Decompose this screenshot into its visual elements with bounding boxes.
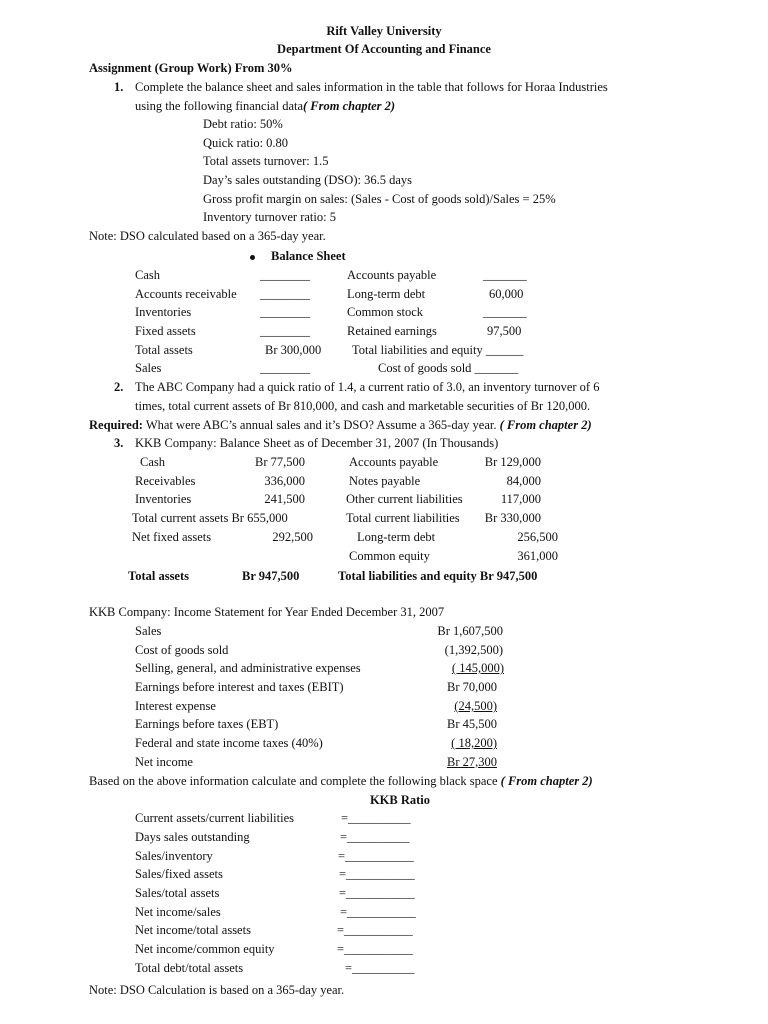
- bs-label-cash: Cash: [135, 268, 160, 282]
- bs-blank-fixed-assets: ________: [260, 324, 310, 338]
- q1-data-dso: Day’s sales outstanding (DSO): 36.5 days: [203, 173, 413, 187]
- q2-text-line2: times, total current assets of Br 810,000, and cash and marketable securities of Br 120,000.: [135, 399, 591, 413]
- kkb-label-total-cl: Total current liabilities: [346, 511, 460, 525]
- bs-label-ap: Accounts payable: [347, 268, 437, 282]
- ratio-title: KKB Ratio: [369, 793, 431, 807]
- ratio-label-ni-sales: Net income/sales: [135, 905, 221, 919]
- kkb-value-notes-payable: 84,000: [506, 474, 541, 488]
- is-label-cogs: Cost of goods sold: [135, 643, 229, 657]
- q2-text-line1: The ABC Company had a quick ratio of 1.4, a current ratio of 3.0, an inventory turnover of 6: [135, 380, 600, 394]
- is-value-ebt: Br 45,500: [447, 717, 497, 731]
- bs-label-ltd: Long-term debt: [347, 287, 426, 301]
- bs-value-retained-earnings: 97,500: [487, 324, 522, 338]
- bs-label-total-le: Total liabilities and equity ______: [352, 343, 524, 357]
- q1-data-inv-turnover: Inventory turnover ratio: 5: [203, 210, 336, 224]
- kkb-label-cash: Cash: [140, 455, 165, 469]
- is-value-taxes: ( 18,200): [451, 736, 497, 750]
- bs-label-sales: Sales: [135, 361, 162, 375]
- is-value-cogs: (1,392,500): [444, 643, 503, 657]
- bs-label-common-stock: Common stock: [347, 305, 424, 319]
- kkb-label-inventories: Inventories: [135, 492, 192, 506]
- ratio-label-sales-total-assets: Sales/total assets: [135, 886, 220, 900]
- is-label-ebit: Earnings before interest and taxes (EBIT): [135, 680, 344, 694]
- bs-blank-ap: _______: [483, 268, 527, 282]
- ratio-blank-ni-common-equity[interactable]: =___________: [337, 942, 413, 956]
- bs-label-ar: Accounts receivable: [135, 287, 237, 301]
- kkb-label-ltd: Long-term debt: [357, 530, 436, 544]
- balance-sheet-title: Balance Sheet: [271, 249, 346, 263]
- kkb-label-total-current-assets: Total current assets Br 655,000: [132, 511, 288, 525]
- kkb-value-inventories: 241,500: [264, 492, 305, 506]
- bs-blank-common-stock: _______: [483, 305, 527, 319]
- kkb-value-total-cl: Br 330,000: [484, 511, 541, 525]
- ratio-instruction: Based on the above information calculate and complete the following black space ( From chapter 2): [89, 774, 593, 788]
- university-name: Rift Valley University: [326, 24, 442, 38]
- bullet-icon: [250, 255, 255, 260]
- ratio-blank-ni-total-assets[interactable]: =___________: [337, 923, 413, 937]
- kkb-label-net-fixed-assets: Net fixed assets: [132, 530, 212, 544]
- bs-label-retained-earnings: Retained earnings: [347, 324, 437, 338]
- ratio-label-dso: Days sales outstanding: [135, 830, 250, 844]
- q1-data-gpm: Gross profit margin on sales: (Sales - Cost of goods sold)/Sales = 25%: [203, 192, 556, 206]
- bs-blank-sales: ________: [260, 361, 310, 375]
- bs-blank-cash: ________: [260, 268, 310, 282]
- ratio-blank-sales-inventory[interactable]: =___________: [338, 849, 414, 863]
- department-name: Department Of Accounting and Finance: [277, 42, 491, 56]
- kkb-total-le: Total liabilities and equity Br 947,500: [338, 569, 538, 583]
- q2-number: 2.: [114, 380, 124, 394]
- q1-number: 1.: [114, 80, 124, 94]
- kkb-label-notes-payable: Notes payable: [349, 474, 421, 488]
- is-value-sga: ( 145,000): [451, 661, 504, 675]
- is-label-sales: Sales: [135, 624, 162, 638]
- is-value-interest: (24,500): [454, 699, 497, 713]
- is-label-taxes: Federal and state income taxes (40%): [135, 736, 323, 750]
- ratio-label-ni-total-assets: Net income/total assets: [135, 923, 251, 937]
- kkb-value-ltd: 256,500: [517, 530, 558, 544]
- q3-number: 3.: [114, 436, 124, 450]
- is-value-ebit: Br 70,000: [447, 680, 497, 694]
- kkb-label-other-cl: Other current liabilities: [346, 492, 463, 506]
- kkb-value-ap: Br 129,000: [484, 455, 541, 469]
- q2-required: Required: What were ABC’s annual sales and it’s DSO? Assume a 365-day year. ( From chapter 2): [89, 418, 592, 432]
- ratio-label-ni-common-equity: Net income/common equity: [135, 942, 275, 956]
- ratio-blank-sales-total-assets[interactable]: =___________: [339, 886, 415, 900]
- kkb-label-receivables: Receivables: [135, 474, 196, 488]
- kkb-label-ap: Accounts payable: [349, 455, 439, 469]
- is-value-sales: Br 1,607,500: [437, 624, 503, 638]
- ratio-label-sales-fixed-assets: Sales/fixed assets: [135, 867, 223, 881]
- ratio-blank-dso[interactable]: =__________: [340, 830, 410, 844]
- ratio-label-sales-inventory: Sales/inventory: [135, 849, 213, 863]
- bs-label-inventories: Inventories: [135, 305, 192, 319]
- bs-blank-ar: ________: [260, 287, 310, 301]
- ratio-label-current: Current assets/current liabilities: [135, 811, 294, 825]
- ratio-blank-debt-total-assets[interactable]: =__________: [345, 961, 415, 975]
- ratio-note: Note: DSO Calculation is based on a 365-day year.: [89, 983, 345, 997]
- kkb-label-common-equity: Common equity: [349, 549, 430, 563]
- bs-value-ltd: 60,000: [489, 287, 524, 301]
- q1-text-line1: Complete the balance sheet and sales information in the table that follows for Horaa Industries: [135, 80, 608, 94]
- kkb-value-receivables: 336,000: [264, 474, 305, 488]
- q1-note: Note: DSO calculated based on a 365-day year.: [89, 229, 326, 243]
- ratio-blank-current[interactable]: =__________: [341, 811, 411, 825]
- ratio-blank-ni-sales[interactable]: =___________: [340, 905, 416, 919]
- q1-text-line2: using the following financial data( From chapter 2): [135, 99, 396, 113]
- kkb-value-net-fixed-assets: 292,500: [272, 530, 313, 544]
- is-label-ebt: Earnings before taxes (EBT): [135, 717, 279, 731]
- is-label-interest: Interest expense: [135, 699, 216, 713]
- kkb-label-total-assets: Total assets: [128, 569, 190, 583]
- kkb-value-common-equity: 361,000: [517, 549, 558, 563]
- q1-data-debt-ratio: Debt ratio: 50%: [203, 117, 283, 131]
- income-statement-title: KKB Company: Income Statement for Year Ended December 31, 2007: [89, 605, 445, 619]
- bs-value-total-assets: Br 300,000: [265, 343, 322, 357]
- q1-data-quick-ratio: Quick ratio: 0.80: [203, 136, 289, 150]
- is-label-net-income: Net income: [135, 755, 193, 769]
- q3-title: KKB Company: Balance Sheet as of December 31, 2007 (In Thousands): [135, 436, 499, 450]
- is-label-sga: Selling, general, and administrative expenses: [135, 661, 361, 675]
- kkb-value-total-assets: Br 947,500: [242, 569, 300, 583]
- assignment-heading: Assignment (Group Work) From 30%: [89, 61, 293, 75]
- bs-label-cogs: Cost of goods sold _______: [378, 361, 519, 375]
- q1-data-tat: Total assets turnover: 1.5: [203, 154, 329, 168]
- kkb-value-cash: Br 77,500: [255, 455, 305, 469]
- kkb-value-other-cl: 117,000: [500, 492, 541, 506]
- is-value-net-income: Br 27,300: [447, 755, 497, 769]
- bs-blank-inventories: ________: [260, 305, 310, 319]
- ratio-blank-sales-fixed-assets[interactable]: =___________: [339, 867, 415, 881]
- ratio-label-debt-total-assets: Total debt/total assets: [135, 961, 244, 975]
- bs-label-fixed-assets: Fixed assets: [135, 324, 196, 338]
- bs-label-total-assets: Total assets: [135, 343, 193, 357]
